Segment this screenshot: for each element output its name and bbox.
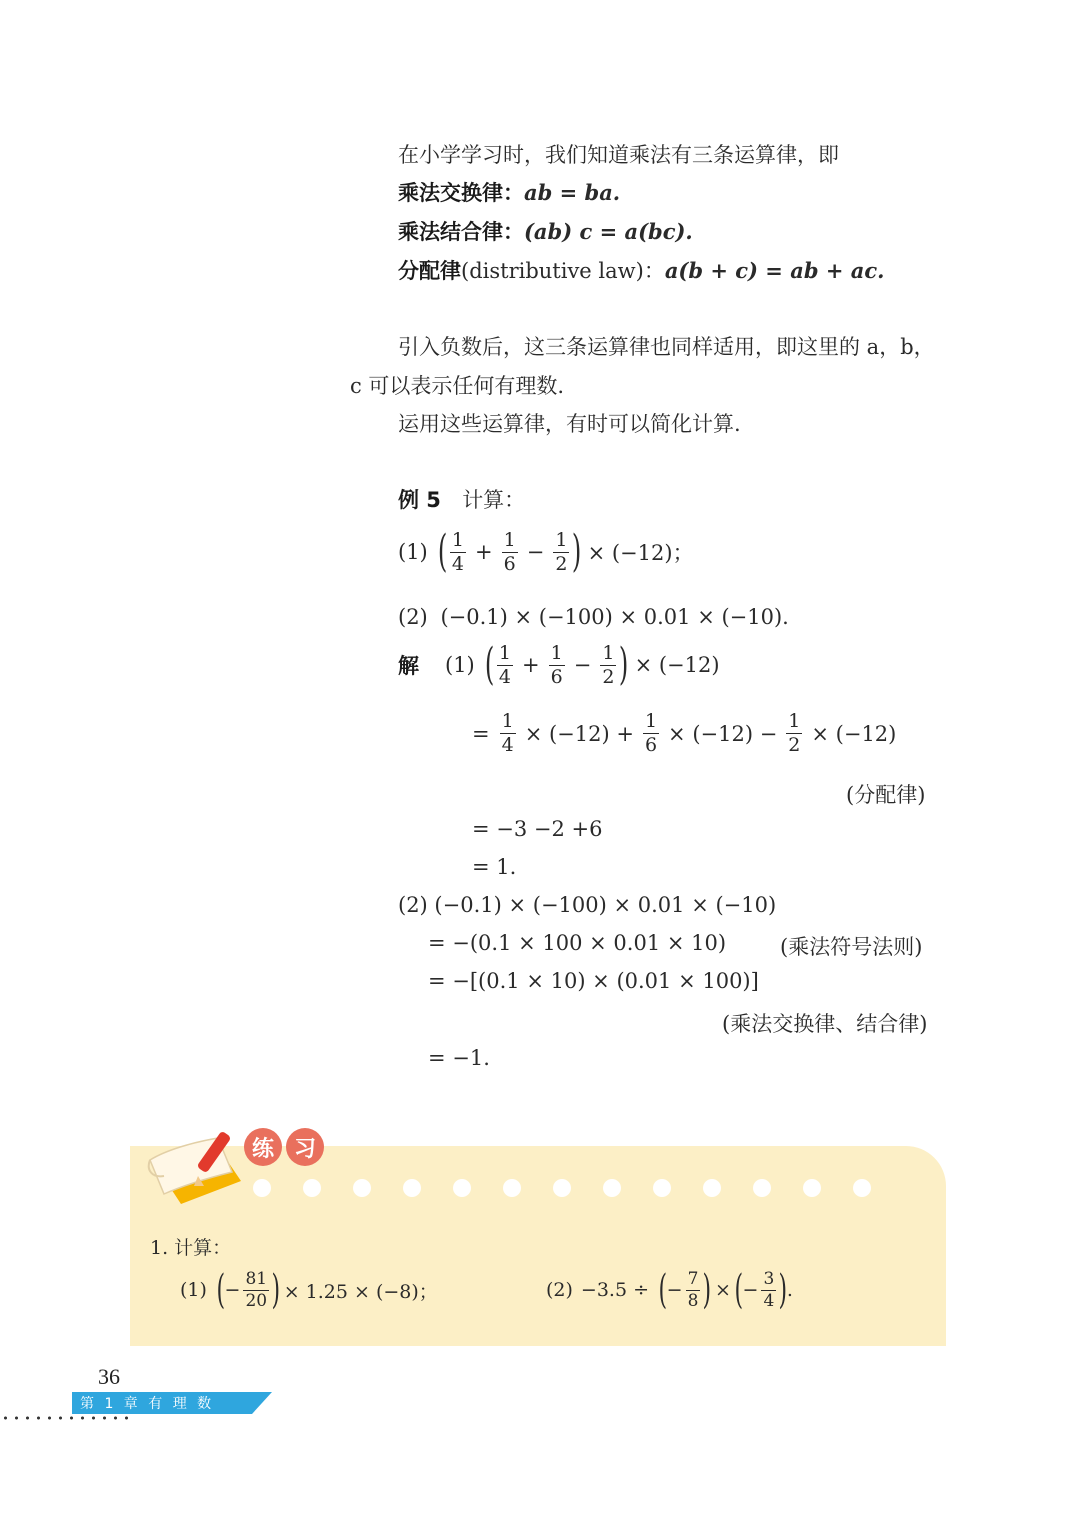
- question-1a-tail: × 1.25 × (−8)；: [283, 1280, 438, 1303]
- problem-1-label: (1): [398, 540, 428, 564]
- distributive-label: 分配律: [398, 259, 461, 283]
- question-1b-head: −3.5 ÷: [580, 1279, 650, 1301]
- distributive-formula: a(b + c) = ab + ac.: [664, 258, 885, 283]
- open-paren: (: [484, 639, 495, 690]
- question-1a-label: (1): [180, 1279, 207, 1301]
- numerator: 1: [451, 528, 465, 551]
- solution-1-step-2: = −3 −2 +6: [472, 817, 603, 841]
- question-1b-end: .: [786, 1279, 793, 1301]
- problem-2-label: (2): [398, 605, 428, 629]
- denominator: 4: [451, 552, 465, 575]
- numerator: 1: [555, 528, 568, 551]
- pencil-paper-icon: [146, 1126, 256, 1206]
- paragraph-line-3: 运用这些运算律，有时可以简化计算.: [398, 412, 741, 436]
- decorative-dot: [403, 1179, 421, 1197]
- times-sign: ×: [715, 1279, 731, 1301]
- paragraph-line-1: 引入负数后，这三条运算律也同样适用，即这里的 a，b，: [398, 335, 935, 359]
- minus-sign: −: [573, 653, 592, 677]
- fraction: [500, 712, 516, 755]
- open-paren: (: [437, 526, 448, 577]
- fraction: [600, 641, 616, 688]
- page-number: 36: [98, 1364, 120, 1389]
- numerator: 3: [763, 1268, 775, 1289]
- chapter-label: 第 1 章 有 理 数: [80, 1396, 215, 1412]
- solution-1-label: (1): [445, 653, 475, 677]
- solution-2-step-2: = −[(0.1 × 10) × (0.01 × 100)]: [428, 969, 759, 993]
- problem-1-tail: × (−12)；: [587, 541, 694, 565]
- close-paren: ): [702, 1267, 712, 1313]
- decorative-dot: [303, 1179, 321, 1197]
- open-paren: (: [216, 1267, 226, 1313]
- fraction: [497, 641, 513, 688]
- paragraph-line-2: c 可以表示任何有理数.: [350, 374, 565, 398]
- decorative-dot: [753, 1179, 771, 1197]
- denominator: 8: [687, 1290, 699, 1311]
- associative-law: [398, 216, 693, 246]
- decorative-dot: [603, 1179, 621, 1197]
- distributive-english: (distributive law)：: [461, 259, 665, 283]
- solution-2-line: (2) (−0.1) × (−100) × 0.01 × (−10): [398, 893, 777, 917]
- practice-badge-2: 习: [286, 1128, 324, 1166]
- solution-1-line: [398, 639, 720, 690]
- denominator: 6: [503, 552, 516, 575]
- open-paren: (: [658, 1267, 668, 1313]
- step-term: × (−12) −: [668, 721, 778, 746]
- numerator: 1: [644, 710, 658, 732]
- note-commutative-associative: (乘法交换律、结合律): [722, 1012, 928, 1036]
- denominator: 6: [550, 665, 563, 688]
- commutative-label: 乘法交换律：: [398, 181, 524, 205]
- solution-2-step-1: = −(0.1 × 100 × 0.01 × 10): [428, 931, 727, 955]
- fraction: [786, 712, 802, 755]
- fraction: [549, 641, 565, 688]
- close-paren: ): [572, 526, 582, 577]
- solution-1-step-3: = 1.: [472, 855, 517, 879]
- fraction: [243, 1268, 269, 1311]
- associative-formula: (ab) c = a(bc).: [524, 219, 693, 244]
- decorative-dot: [503, 1179, 521, 1197]
- numerator: 81: [245, 1268, 268, 1289]
- denominator: 4: [498, 665, 512, 688]
- minus-sign: −: [666, 1279, 683, 1301]
- close-paren: ): [271, 1267, 281, 1313]
- note-sign-rule: (乘法符号法则): [780, 935, 923, 959]
- distributive-law: [398, 255, 884, 285]
- decorative-dot: [853, 1179, 871, 1197]
- numerator: 1: [498, 641, 512, 664]
- footer-dots: [0, 1416, 130, 1420]
- close-paren: ): [619, 639, 629, 690]
- fraction: [450, 528, 466, 575]
- denominator: 4: [501, 734, 514, 756]
- decorative-dot: [803, 1179, 821, 1197]
- solution-label: 解: [398, 654, 419, 678]
- example-problem-1: [398, 526, 694, 577]
- minus-sign: −: [526, 540, 545, 564]
- fraction: [502, 528, 518, 575]
- equals-sign: =: [472, 721, 490, 746]
- denominator: 2: [555, 552, 568, 575]
- example-problem-2: [398, 605, 789, 629]
- denominator: 4: [763, 1290, 775, 1311]
- practice-question-1: 1. 计算：: [150, 1237, 232, 1259]
- fraction: [686, 1268, 701, 1311]
- decorative-dot: [703, 1179, 721, 1197]
- denominator: 2: [602, 665, 615, 688]
- solution-1-step-1: [472, 712, 896, 755]
- practice-question-1a: [180, 1267, 438, 1313]
- plus-sign: +: [475, 540, 493, 564]
- question-1b-label: (2): [546, 1279, 573, 1301]
- fraction: [553, 528, 569, 575]
- intro-line: 在小学学习时，我们知道乘法有三条运算律，即: [398, 143, 839, 167]
- open-paren: (: [734, 1267, 744, 1313]
- close-paren: ): [778, 1267, 788, 1313]
- decorative-dot: [653, 1179, 671, 1197]
- step-term: × (−12): [811, 721, 897, 746]
- denominator: 20: [245, 1290, 268, 1311]
- minus-sign: −: [742, 1279, 759, 1301]
- solution-2-step-3: = −1.: [428, 1046, 490, 1070]
- denominator: 2: [788, 734, 801, 756]
- plus-sign: +: [522, 653, 540, 677]
- denominator: 6: [644, 734, 658, 756]
- example-prompt: 计算：: [462, 488, 526, 512]
- numerator: 1: [550, 641, 563, 664]
- step-term: × (−12) +: [524, 721, 634, 746]
- fraction: [643, 712, 659, 755]
- numerator: 1: [788, 710, 801, 732]
- decorative-dot: [553, 1179, 571, 1197]
- practice-badge-1: 练: [244, 1128, 282, 1166]
- solution-1-tail: × (−12): [634, 653, 720, 677]
- problem-2-text: (−0.1) × (−100) × 0.01 × (−10).: [440, 605, 789, 629]
- decorative-dot: [253, 1179, 271, 1197]
- note-distributive: (分配律): [846, 783, 926, 807]
- decorative-dot: [353, 1179, 371, 1197]
- commutative-law: [398, 177, 620, 207]
- example-heading: [398, 484, 525, 514]
- commutative-formula: ab = ba.: [524, 180, 621, 205]
- numerator: 1: [501, 710, 514, 732]
- numerator: 1: [503, 528, 516, 551]
- fraction: [761, 1268, 776, 1311]
- example-title: 例 5: [398, 488, 441, 512]
- practice-question-1b: [546, 1267, 793, 1313]
- numerator: 7: [687, 1268, 699, 1289]
- numerator: 1: [602, 641, 615, 664]
- decorative-dot: [453, 1179, 471, 1197]
- minus-sign: −: [224, 1279, 241, 1301]
- associative-label: 乘法结合律：: [398, 220, 524, 244]
